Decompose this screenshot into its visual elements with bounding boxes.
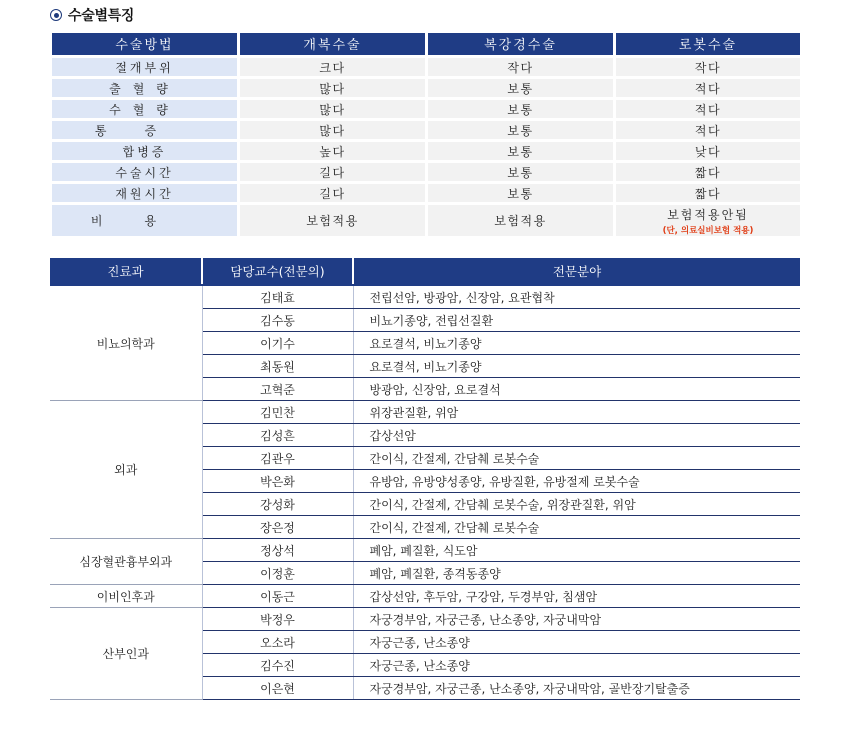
cell-value: 많다 — [240, 100, 425, 118]
cell-value: 크다 — [240, 58, 425, 76]
doctor-name: 박은화 — [202, 470, 353, 493]
doctor-name: 이은현 — [202, 677, 353, 700]
surgery-table-row — [52, 79, 800, 97]
cell-value: 보통 — [428, 79, 613, 97]
doctor-specialty: 자궁근종, 난소종양 — [353, 654, 800, 677]
doctor-specialty: 갑상선암 — [353, 424, 800, 447]
cell-value: 보통 — [428, 121, 613, 139]
doctor-name: 김성흔 — [202, 424, 353, 447]
doctor-specialty: 요로결석, 비뇨기종양 — [353, 332, 800, 355]
doctor-name: 장은정 — [202, 516, 353, 539]
row-label: 통증 — [52, 121, 237, 139]
cell-value: 낮다 — [616, 142, 800, 160]
doctor-specialty: 비뇨기종양, 전립선질환 — [353, 309, 800, 332]
doctor-row — [50, 401, 800, 424]
cost-open: 보험적용 — [240, 205, 425, 236]
header-method: 수술방법 — [52, 33, 237, 55]
cell-value: 짧다 — [616, 163, 800, 181]
cell-value: 보통 — [428, 163, 613, 181]
cell-value: 보통 — [428, 142, 613, 160]
doctor-name: 고혁준 — [202, 378, 353, 401]
cell-value: 적다 — [616, 100, 800, 118]
section-title: 수술별특징 — [68, 8, 135, 24]
doctor-specialty: 폐암, 폐질환, 종격동종양 — [353, 562, 800, 585]
surgery-table-row — [52, 121, 800, 139]
cell-value: 높다 — [240, 142, 425, 160]
doctor-name: 최동원 — [202, 355, 353, 378]
doctor-name: 이기수 — [202, 332, 353, 355]
surgery-table-row — [52, 142, 800, 160]
doctor-name: 오소라 — [202, 631, 353, 654]
doctor-name: 강성화 — [202, 493, 353, 516]
doctor-specialty: 유방암, 유방양성종양, 유방질환, 유방절제 로봇수술 — [353, 470, 800, 493]
cell-value: 적다 — [616, 121, 800, 139]
row-label: 출혈량 — [52, 79, 237, 97]
doctor-name: 김관우 — [202, 447, 353, 470]
cell-value: 보통 — [428, 184, 613, 202]
cell-value: 작다 — [616, 58, 800, 76]
doctor-specialty: 요로결석, 비뇨기종양 — [353, 355, 800, 378]
cell-value: 길다 — [240, 184, 425, 202]
doctor-specialty: 갑상선암, 후두암, 구강암, 두경부암, 침샘암 — [353, 585, 800, 608]
surgery-table-row-cost — [52, 205, 800, 236]
doctor-name: 이동근 — [202, 585, 353, 608]
cost-robot-main: 보험적용안됨 — [667, 207, 749, 222]
surgery-table-row — [52, 184, 800, 202]
header-robot-surgery: 로봇수술 — [616, 33, 800, 55]
cell-value: 적다 — [616, 79, 800, 97]
department-name: 이비인후과 — [50, 585, 202, 608]
bullet-radio-icon — [50, 9, 62, 21]
cell-value: 많다 — [240, 79, 425, 97]
cell-value: 작다 — [428, 58, 613, 76]
doctor-specialty: 위장관질환, 위암 — [353, 401, 800, 424]
doctor-table-header-row — [50, 258, 800, 285]
doctor-row — [50, 539, 800, 562]
doctor-name: 이정훈 — [202, 562, 353, 585]
doctor-row — [50, 285, 800, 309]
doctor-specialty: 자궁경부암, 자궁근종, 난소종양, 자궁내막암 — [353, 608, 800, 631]
surgery-table-row — [52, 163, 800, 181]
cell-value: 많다 — [240, 121, 425, 139]
department-name: 외과 — [50, 401, 202, 539]
doctor-specialty: 자궁경부암, 자궁근종, 난소종양, 자궁내막암, 골반장기탈출증 — [353, 677, 800, 700]
doctor-specialty-table — [50, 258, 800, 700]
doctor-row — [50, 585, 800, 608]
header-open-surgery: 개복수술 — [240, 33, 425, 55]
doctor-name: 김수동 — [202, 309, 353, 332]
cell-value: 짧다 — [616, 184, 800, 202]
surgery-table-row — [52, 58, 800, 76]
doctor-row — [50, 608, 800, 631]
doctor-specialty: 전립선암, 방광암, 신장암, 요관협착 — [353, 285, 800, 309]
cell-value: 길다 — [240, 163, 425, 181]
doctor-specialty: 간이식, 간절제, 간담췌 로봇수술 — [353, 516, 800, 539]
row-label: 수혈량 — [52, 100, 237, 118]
cost-laparoscopic: 보험적용 — [428, 205, 613, 236]
doctor-specialty: 간이식, 간절제, 간담췌 로봇수술 — [353, 447, 800, 470]
section-heading — [50, 4, 134, 26]
doctor-specialty: 자궁근종, 난소종양 — [353, 631, 800, 654]
row-label: 비용 — [52, 205, 237, 236]
header-doctor: 담당교수(전문의) — [202, 258, 353, 285]
row-label: 재원시간 — [52, 184, 237, 202]
department-name: 비뇨의학과 — [50, 285, 202, 401]
doctor-specialty: 방광암, 신장암, 요로결석 — [353, 378, 800, 401]
doctor-name: 김수진 — [202, 654, 353, 677]
surgery-table-row — [52, 100, 800, 118]
cell-value: 보통 — [428, 100, 613, 118]
doctor-specialty: 간이식, 간절제, 간담췌 로봇수술, 위장관질환, 위암 — [353, 493, 800, 516]
row-label: 수술시간 — [52, 163, 237, 181]
doctor-name: 김태효 — [202, 285, 353, 309]
doctor-name: 박정우 — [202, 608, 353, 631]
header-specialty: 전문분야 — [353, 258, 800, 285]
header-laparoscopic-surgery: 복강경수술 — [428, 33, 613, 55]
department-name: 산부인과 — [50, 608, 202, 700]
surgery-table-header-row — [52, 33, 800, 55]
doctor-name: 정상석 — [202, 539, 353, 562]
cost-robot — [616, 205, 800, 236]
doctor-specialty: 폐암, 폐질환, 식도암 — [353, 539, 800, 562]
row-label: 합병증 — [52, 142, 237, 160]
cost-robot-note: (단, 의료실비보험 적용) — [662, 225, 754, 236]
department-name: 심장혈관흉부외과 — [50, 539, 202, 585]
surgery-comparison-table — [49, 30, 803, 239]
row-label: 절개부위 — [52, 58, 237, 76]
doctor-name: 김민찬 — [202, 401, 353, 424]
header-department: 진료과 — [50, 258, 202, 285]
